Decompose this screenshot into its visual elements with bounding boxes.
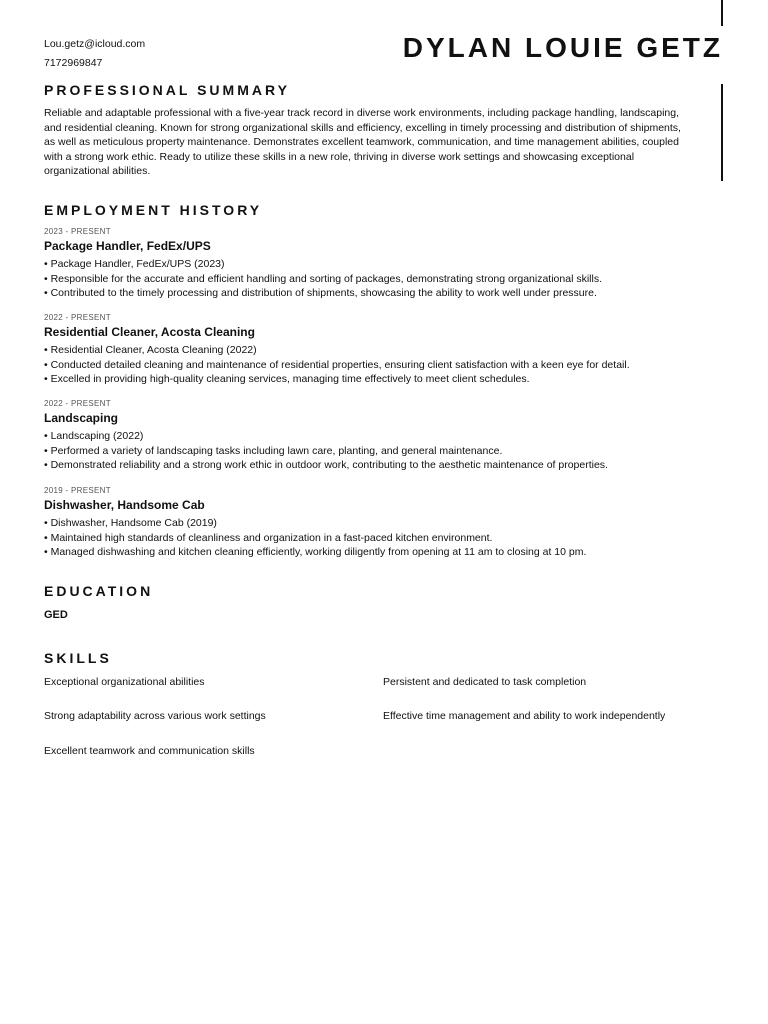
education-heading: EDUCATION (44, 583, 154, 599)
job-bullets (44, 343, 724, 387)
job-dates: 2023 - PRESENT (44, 227, 111, 236)
job-bullets (44, 257, 724, 301)
phone: 7172969847 (44, 57, 103, 69)
job-entry (44, 313, 724, 387)
job-bullets (44, 429, 724, 473)
skill-item: Exceptional organizational abilities (44, 676, 205, 688)
job-entry (44, 399, 724, 473)
employment-heading: EMPLOYMENT HISTORY (44, 202, 263, 218)
job-dates: 2022 - PRESENT (44, 399, 111, 408)
job-bullets (44, 516, 724, 560)
skill-item: Strong adaptability across various work settings (44, 710, 266, 722)
job-bullet: • Responsible for the accurate and efficient handling and sorting of packages, demonstrating strong organizational skills. (44, 272, 724, 287)
job-bullet: • Managed dishwashing and kitchen cleaning efficiently, working diligently from opening at 11 am to closing at 10 pm. (44, 545, 724, 560)
skills-heading: SKILLS (44, 650, 112, 666)
decorative-rule-mid (721, 84, 723, 181)
education-entry: GED (44, 609, 68, 621)
email: Lou.getz@icloud.com (44, 38, 146, 50)
skill-item: Excellent teamwork and communication skills (44, 745, 255, 757)
summary-heading: PROFESSIONAL SUMMARY (44, 82, 290, 98)
job-bullet: • Conducted detailed cleaning and maintenance of residential properties, ensuring client satisfaction with a keen eye for detail. (44, 358, 724, 373)
job-title: Package Handler, FedEx/UPS (44, 239, 211, 253)
job-title: Dishwasher, Handsome Cab (44, 498, 205, 512)
job-bullet: • Excelled in providing high-quality cleaning services, managing time effectively to meet client schedules. (44, 372, 724, 387)
decorative-rule-top (721, 0, 723, 26)
job-dates: 2019 - PRESENT (44, 486, 111, 495)
job-bullet: • Residential Cleaner, Acosta Cleaning (2022) (44, 343, 724, 358)
job-bullet: • Landscaping (2022) (44, 429, 724, 444)
job-bullet: • Dishwasher, Handsome Cab (2019) (44, 516, 724, 531)
job-bullet: • Maintained high standards of cleanliness and organization in a fast-paced kitchen environment. (44, 531, 724, 546)
skill-item: Persistent and dedicated to task completion (383, 676, 587, 688)
job-bullet: • Demonstrated reliability and a strong work ethic in outdoor work, contributing to the aesthetic maintenance of properties. (44, 458, 724, 473)
skill-item: Effective time management and ability to work independently (383, 710, 666, 722)
job-entry (44, 227, 724, 301)
candidate-name: DYLAN LOUIE GETZ (402, 32, 723, 63)
job-bullet: • Package Handler, FedEx/UPS (2023) (44, 257, 724, 272)
contact-info (44, 35, 145, 73)
job-title: Residential Cleaner, Acosta Cleaning (44, 325, 255, 339)
job-bullet: • Performed a variety of landscaping tasks including lawn care, planting, and general maintenance. (44, 444, 724, 459)
job-title: Landscaping (44, 411, 119, 425)
job-bullet: • Contributed to the timely processing and distribution of shipments, showcasing the ability to work well under pressure. (44, 286, 724, 301)
summary-text: Reliable and adaptable professional with a five-year track record in diverse work environments, including package handling, landscaping, and residential cleaning. Known for strong organizational skills and efficiency, excelling in timely processing and distribution of shipments, as well as meticulous property maintenance. Demonstrates excellent teamwork, communication, and time management abilities, coupled with a strong work ethic. Ready to utilize these skills in a new role, thriving in diverse work settings and showcasing exceptional organizational abilities. (44, 107, 681, 178)
job-dates: 2022 - PRESENT (44, 313, 111, 322)
job-entry (44, 486, 724, 560)
